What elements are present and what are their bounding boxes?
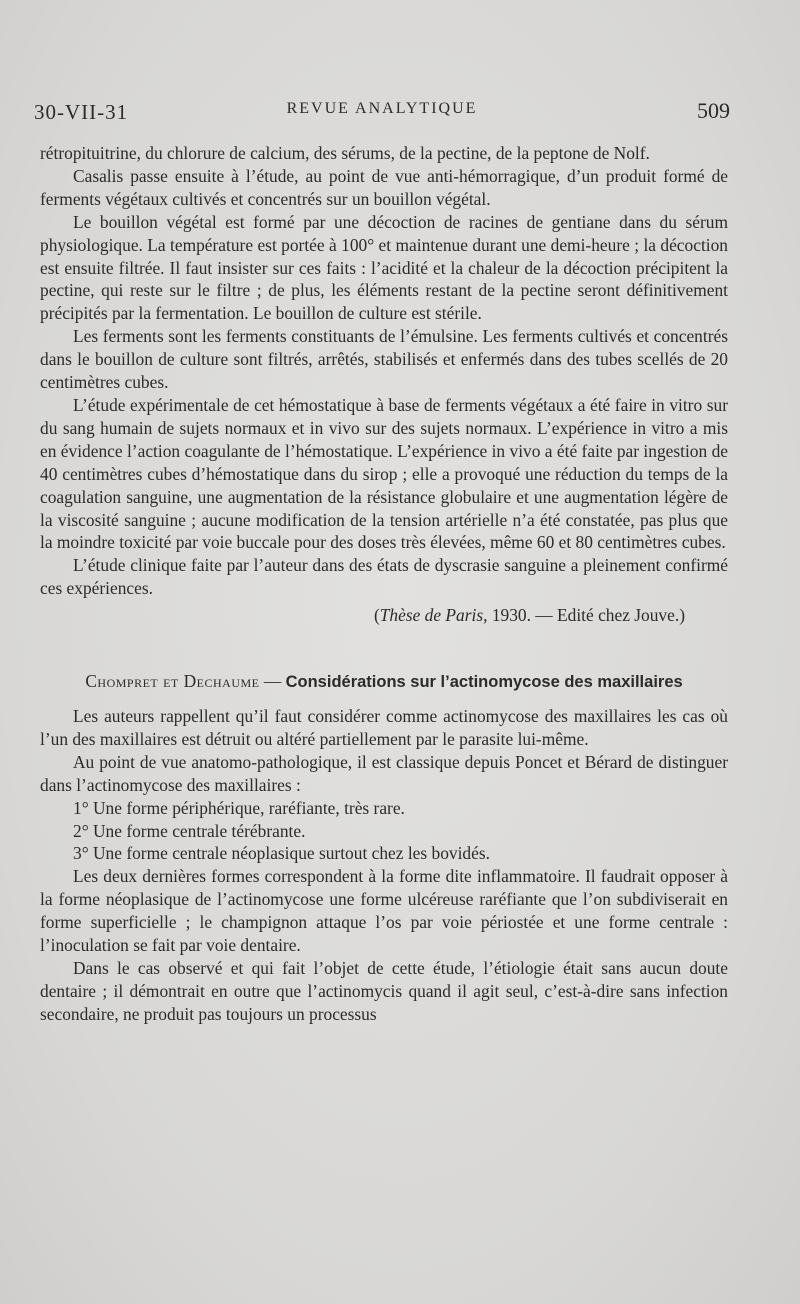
citation: (Thèse de Paris, 1930. — Edité chez Jouve.): [373, 605, 685, 626]
section-title: Considérations sur l’actinomycose des maxillaires: [285, 673, 683, 692]
paragraph: L’étude clinique faite par l’auteur dans des états de dyscrasie sanguine a pleinement confirmé ces expériences.: [40, 555, 728, 599]
paragraph: Les deux dernières formes correspondent à la forme dite inflammatoire. Il faudrait opposer à la forme néoplasique de l’actinomycose une forme ulcéreuse raréfiante que l’on subdiviserait en forme superficielle ; le champignon attaque l’os par voie périostée et une forme centrale : l’inoculation se fait par voie dentaire.: [40, 866, 728, 956]
paragraph: rétropituitrine, du chlorure de calcium, des sérums, de la pectine, de la peptone de Nolf.: [40, 143, 650, 163]
paragraph: Casalis passe ensuite à l’étude, au point de vue anti-hémorragique, d’un produit formé de ferments végétaux cultivés et concentrés sur un bouillon végétal.: [40, 165, 728, 209]
citation-details: 1930. — Edité chez Jouve.): [487, 605, 685, 626]
running-header: [34, 96, 730, 130]
list-item: 3° Une forme centrale néoplasique surtout chez les bovidés.: [73, 843, 490, 864]
paragraph: Le bouillon végétal est formé par une décoction de racines de gentiane dans du sérum physiologique. La température est portée à 100° et maintenue durant une demi-heure ; la décoction est ensuite filtrée. Il faut insister sur ces faits : l’acidité et la chaleur de la décoction précipitent la pectine, qui reste sur le filtre ; de plus, les éléments restant de la pectine seront définitivement précipités par la fermentation. Le bouillon de culture est stérile.: [40, 211, 728, 324]
header-journal-title: REVUE ANALYTIQUE: [286, 100, 478, 117]
section-heading: Chompret et Dechaume — Considérations sur l’actinomycose des maxillaires: [85, 671, 683, 692]
header-date: 30-VII-31: [34, 100, 129, 124]
article-body: [40, 142, 728, 1026]
citation-source: Thèse de Paris,: [379, 605, 488, 626]
list-item: 1° Une forme périphérique, raréfiante, très rare.: [73, 797, 405, 818]
list-item: 2° Une forme centrale térébrante.: [73, 820, 306, 841]
paragraph: Les ferments sont les ferments constituants de l’émulsine. Les ferments cultivés et concentrés dans le bouillon de culture sont filtrés, arrêtés, stabilisés et enfermés dans des tubes scellés de 20 centimètres cubes.: [40, 326, 728, 393]
paragraph: Au point de vue anatomo-pathologique, il est classique depuis Poncet et Bérard de distinguer dans l’actinomycose des maxillaires :: [40, 751, 728, 795]
paragraph: L’étude expérimentale de cet hémostatique à base de ferments végétaux a été faire in vitro sur du sang humain de sujets normaux et in vivo sur des sujets normaux. L’expérience in vitro a mis en évidence l’action coagulante de l’hémostatique. L’expérience in vivo a été faite par ingestion de 40 centimètres cubes d’hémostatique dans du sirop ; elle a provoqué une réduction du temps de la coagulation sanguine, une augmentation de la résistance globulaire et une augmentation légère de la viscosité sanguine ; aucune modification de la tension artérielle n’a été constatée, pas plus que la moindre toxicité par voie buccale pour des doses très élevées, même 60 et 80 centimètres cubes.: [40, 394, 728, 553]
page-number: 509: [697, 98, 730, 123]
paragraph: Dans le cas observé et qui fait l’objet de cette étude, l’étiologie était sans aucun doute dentaire ; il démontrait en outre que l’actinomycis quand il agit seul, c’est-à-dire sans infection secondaire, ne produit pas toujours un processus: [40, 958, 728, 1024]
section-authors: Chompret et Dechaume: [85, 671, 260, 692]
paragraph: Les auteurs rappellent qu’il faut considérer comme actinomycose des maxillaires les cas où l’un des maxillaires est détruit ou altéré partiellement par le parasite lui-même.: [40, 706, 728, 749]
